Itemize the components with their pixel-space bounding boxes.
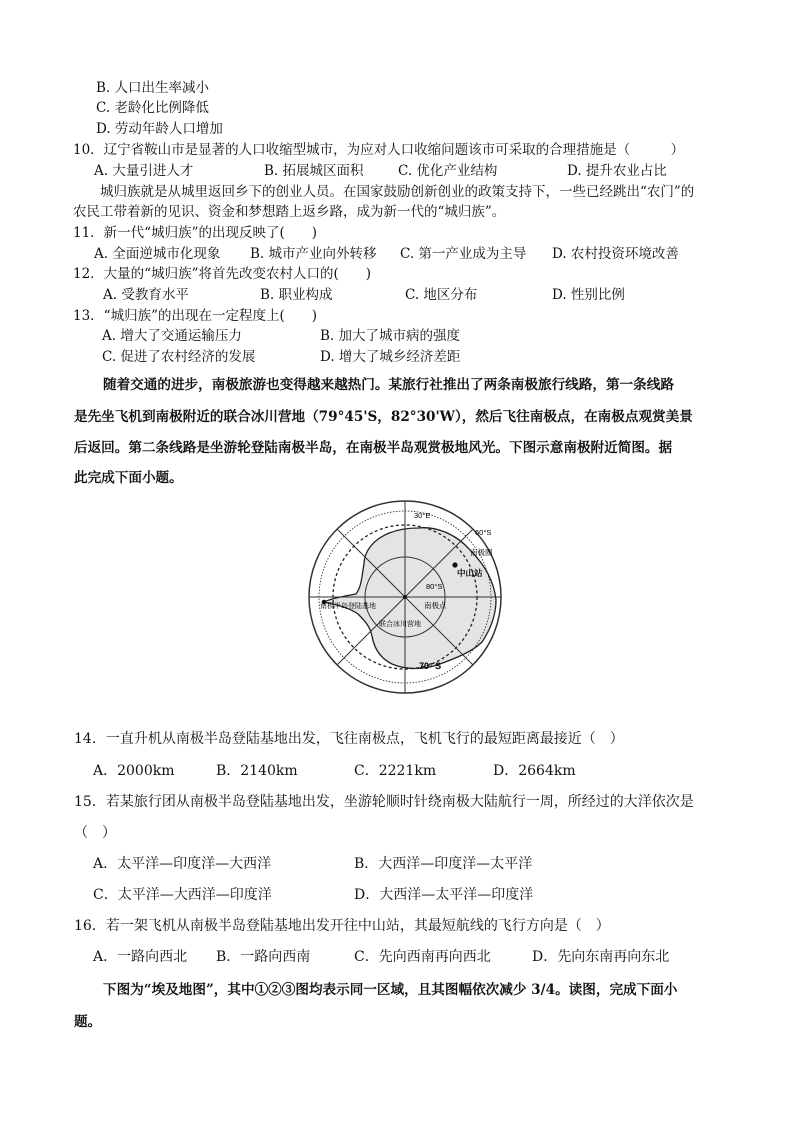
zhongshan-station-point [452,562,457,567]
label-60s: 60°S [475,528,492,537]
q10-option-c: C. 优化产业结构 [398,163,498,179]
antarctica-map [306,498,504,696]
passage2-line2: 是先坐飞机到南极附近的联合冰川营地（79°45'S，82°30'W），然后飞往南极点，在南极点观赏美景 [74,409,693,425]
q12-option-d: D. 性别比例 [552,287,625,303]
label-80s: 80°S [426,582,443,591]
q15-option-c: C．太平洋—大西洋—印度洋 [93,887,272,903]
label-union-glacier: 联合冰川营地 [379,621,421,628]
q14-stem: 14．一直升机从南极半岛登陆基地出发，飞往南极点，飞机飞行的最短距离最接近（ ） [74,731,624,747]
passage2-line3: 后返回。第二条线路是坐游轮登陆南极半岛，在南极半岛观赏极地风光。下图示意南极附近简图。据 [74,440,673,456]
q9-option-d: D. 劳动年龄人口增加 [96,121,223,137]
passage3-line1: 下图为“埃及地图”，其中①②③图均表示同一区域，且其图幅依次减少 3/4。读图，完成下面小 [103,982,678,998]
q14-option-b: B．2140km [216,763,298,779]
q16-option-b: B．一路向西南 [216,949,311,965]
q14-option-c: C．2221km [354,763,437,779]
q12-option-c: C. 地区分布 [405,287,478,303]
label-peninsula-base: 南极半岛登陆基地 [320,603,376,610]
south-pole-point [403,595,407,599]
q10-option-a: A. 大量引进人才 [94,163,194,179]
q16-option-d: D．先向东南再向东北 [532,949,670,965]
q10-option-d: D. 提升农业占比 [567,163,667,179]
passage3-line2: 题。 [74,1014,102,1030]
q12-option-a: A. 受教育水平 [103,287,189,303]
label-30e: 30°E [414,511,431,520]
q9-option-c: C. 老龄化比例降低 [96,100,209,116]
q12-stem: 12．大量的“城归族”将首先改变农村人口的( ) [73,266,372,282]
q13-option-d: D. 增大了城乡经济差距 [320,349,461,365]
q13-option-a: A. 增大了交通运输压力 [102,328,242,344]
q15-blank: （ ） [74,825,116,841]
q15-option-d: D．大西洋—太平洋—印度洋 [354,887,534,903]
q15-stem: 15．若某旅行团从南极半岛登陆基地出发，坐游轮顺时针绕南极大陆航行一周，所经过的大洋依次是 [74,794,694,810]
q9-option-b: B. 人口出生率减小 [96,80,210,96]
q15-option-b: B．大西洋—印度洋—太平洋 [354,856,533,872]
q12-option-b: B. 职业构成 [260,287,333,303]
q13-option-c: C. 促进了农村经济的发展 [102,349,256,365]
label-south-pole: 南极点 [424,601,447,610]
passage2-line4: 此完成下面小题。 [74,470,183,486]
q13-option-b: B. 加大了城市病的强度 [320,328,461,344]
q16-option-c: C．先向西南再向西北 [354,949,491,965]
q11-option-a: A. 全面逆城市化现象 [94,246,221,262]
passage1-line1: 城归族就是从城里返回乡下的创业人员。在国家鼓励创新创业的政策支持下，一些已经跳出“农门”的 [100,184,695,200]
q11-option-b: B. 城市产业向外转移 [250,246,377,262]
q14-option-a: A．2000km [93,763,175,779]
q11-option-c: C. 第一产业成为主导 [400,246,527,262]
passage2-line1: 随着交通的进步，南极旅游也变得越来越热门。某旅行社推出了两条南极旅行线路，第一条线路 [103,377,674,393]
q15-option-a: A．太平洋—印度洋—大西洋 [93,856,272,872]
q14-option-d: D．2664km [493,763,576,779]
q10-stem: 10．辽宁省鞍山市是显著的人口收缩型城市，为应对人口收缩问题该市可采取的合理措施是（ ） [73,142,685,158]
q11-option-d: D. 农村投资环境改善 [552,246,679,262]
q10-option-b: B. 拓展城区面积 [264,163,364,179]
q16-stem: 16．若一架飞机从南极半岛登陆基地出发开往中山站，其最短航线的飞行方向是（ ） [74,918,610,934]
label-70s: 70° S [419,661,442,671]
q13-stem: 13．“城归族”的出现在一定程度上( ) [73,308,318,324]
passage1-line2: 农民工带着新的见识、资金和梦想踏上返乡路，成为新一代的“城归族”。 [73,204,506,220]
label-zhongshan: 中山站 [457,568,483,578]
q16-option-a: A．一路向西北 [93,949,188,965]
q11-stem: 11．新一代“城归族”的出现反映了( ) [73,225,318,241]
label-antarctic-circle: 南极圈 [470,548,493,557]
